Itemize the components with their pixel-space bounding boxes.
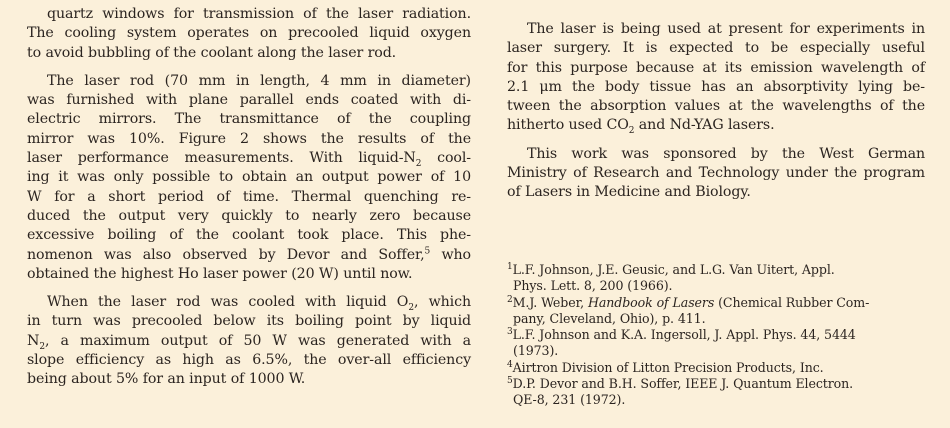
text-line [27, 91, 471, 110]
text-line [27, 168, 471, 187]
text-run: of Lasers in Medicine and Biology. [507, 184, 751, 201]
text-run: mirror was 10%. Figure 2 shows the results of the [27, 130, 471, 147]
reference-item [507, 360, 907, 376]
text-run: This work was sponsored by the West German [527, 145, 925, 162]
text-run: being about 5% for an input of 1000 W. [27, 371, 306, 388]
text-run: W for a short period of time. Thermal quenching re- [27, 188, 471, 205]
text-line [27, 110, 471, 129]
text-run: obtained the highest Ho laser power (20 W) until now. [27, 265, 413, 282]
text-line [27, 149, 471, 168]
text-line [27, 332, 471, 351]
right-column [507, 20, 925, 212]
text-line [27, 130, 471, 149]
text-line [27, 226, 471, 245]
text-line [27, 207, 471, 226]
left-column [27, 5, 471, 399]
text-run: pany, Cleveland, Ohio), p. 411. [513, 310, 706, 326]
text-line [507, 183, 925, 202]
text-run: laser surgery. It is expected to be especially useful [507, 40, 925, 57]
reference-line [507, 278, 907, 294]
reference-line [507, 311, 907, 327]
text-run: ing it was only possible to obtain an output power of 10 [27, 169, 471, 186]
text-run: who [430, 246, 472, 263]
text-line [27, 370, 471, 389]
text-line [27, 293, 471, 312]
text-line [507, 97, 925, 116]
references [507, 262, 907, 409]
subscript: 2 [415, 158, 422, 169]
text-line [27, 5, 471, 24]
text-run: Ministry of Research and Technology under the program [507, 165, 925, 182]
text-line [507, 164, 925, 183]
text-run: was furnished with plane parallel ends coated with di- [27, 92, 471, 109]
text-run: The laser rod (70 mm in length, 4 mm in diameter) [47, 72, 471, 89]
text-run: QE-8, 231 (1972). [513, 392, 626, 408]
subscript: 2 [408, 302, 414, 313]
text-run: tween the absorption values at the wavelengths of the [507, 98, 925, 115]
text-line [27, 24, 471, 43]
text-run: , which [413, 294, 471, 311]
reference-line [507, 262, 907, 278]
text-run: slope efficiency as high as 6.5%, the over-all efficiency [27, 352, 471, 369]
text-run: The laser is being used at present for experiments in [527, 21, 925, 37]
text-run: hitherto used CO [507, 117, 629, 134]
text-run: 2.1 μm the body tissue has an absorptivity lying be- [507, 78, 925, 95]
reference-item [507, 327, 907, 360]
text-line [27, 246, 471, 265]
text-run: in turn was precooled below its boiling point by liquid [27, 313, 471, 330]
paragraph [507, 145, 925, 203]
text-run: The cooling system operates on precooled liquid oxygen [27, 25, 471, 42]
text-run: When the laser rod was cooled with liquid O [47, 294, 409, 311]
subscript: 2 [39, 341, 45, 352]
text-run: Phys. Lett. 8, 200 (1966). [513, 278, 673, 294]
text-run: , a maximum output of 50 W was generated with a [44, 332, 471, 349]
reference-line [507, 376, 907, 392]
text-line [507, 20, 925, 39]
text-run: quartz windows for transmission of the laser radiation. [47, 6, 471, 22]
text-run: and Nd-YAG lasers. [634, 117, 775, 134]
superscript: 2 [507, 294, 513, 305]
text-line [507, 116, 925, 135]
text-line [27, 188, 471, 207]
paragraph [507, 20, 925, 136]
text-run: L.F. Johnson, J.E. Geusic, and L.G. Van Uitert, Appl. [512, 262, 835, 277]
text-run: cool- [421, 150, 471, 167]
text-run: duced the output very quickly to nearly zero because [27, 207, 471, 224]
reference-line [507, 327, 907, 343]
text-run: to avoid bubbling of the coolant along the laser rod. [27, 44, 397, 61]
text-run: D.P. Devor and B.H. Soffer, IEEE J. Quantum Electron. [512, 376, 854, 392]
subscript: 2 [628, 126, 635, 137]
text-line [27, 312, 471, 331]
italic-title: Handbook of Lasers [587, 294, 715, 310]
text-line [507, 78, 925, 97]
text-line [27, 351, 471, 370]
superscript: 1 [507, 261, 513, 272]
superscript: 4 [507, 359, 513, 370]
text-run: Airtron Division of Litton Precision Products, Inc. [512, 359, 824, 375]
text-run: laser performance measurements. With liquid-N [27, 150, 416, 167]
paragraph [27, 72, 471, 284]
text-line [27, 44, 471, 63]
text-run: excessive boiling of the coolant took place. This phe- [27, 227, 471, 244]
text-run: (Chemical Rubber Com- [714, 294, 870, 310]
text-line [507, 59, 925, 78]
text-line [507, 39, 925, 58]
text-run: M.J. Weber, [512, 294, 588, 310]
superscript: 3 [507, 327, 513, 337]
reference-line [507, 295, 907, 311]
paragraph [27, 293, 471, 389]
reference-line [507, 392, 907, 408]
superscript: 5 [507, 375, 513, 386]
text-run: for this purpose because at its emission wavelength of [507, 59, 925, 76]
superscript: 5 [424, 245, 431, 256]
reference-line [507, 343, 907, 359]
text-run: electric mirrors. The transmittance of the coupling [27, 111, 471, 128]
text-line [27, 265, 471, 284]
text-line [27, 72, 471, 91]
paragraph [27, 5, 471, 63]
reference-item [507, 376, 907, 409]
text-run: N [27, 332, 40, 349]
text-line [507, 145, 925, 164]
text-run: nomenon was also observed by Devor and Soffer, [27, 246, 425, 263]
reference-line [507, 360, 907, 376]
reference-item [507, 262, 907, 295]
reference-item [507, 295, 907, 328]
text-run: L.F. Johnson and K.A. Ingersoll, J. Appl. Phys. 44, 5444 [512, 327, 856, 343]
text-run: (1973). [513, 343, 559, 359]
